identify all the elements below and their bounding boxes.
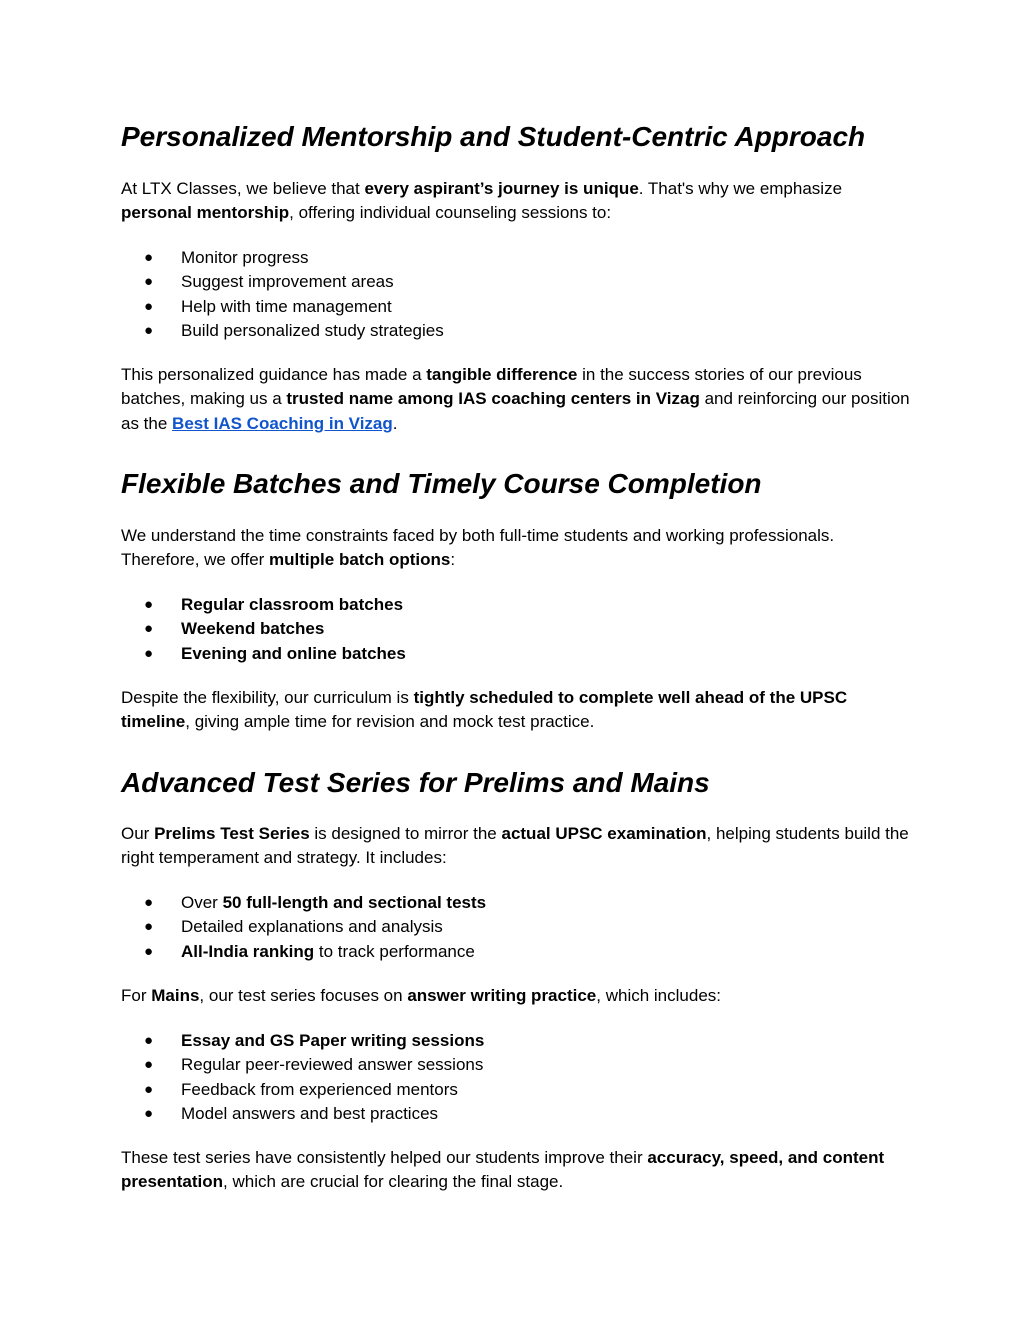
list-prelims-features <box>121 891 911 964</box>
list-item: ● Help with time management <box>121 295 911 319</box>
list-item: ● Monitor progress <box>121 246 911 270</box>
list-item: ● Weekend batches <box>121 617 911 641</box>
bullet-icon: ● <box>144 644 154 662</box>
bullet-icon: ● <box>144 1080 154 1098</box>
list-mentorship-goals <box>121 246 911 343</box>
section-heading-mentorship: Personalized Mentorship and Student-Centric Approach <box>121 121 866 152</box>
section-heading-flexible-batches: Flexible Batches and Timely Course Completion <box>121 468 762 499</box>
paragraph-mentorship-intro: At LTX Classes, we believe that every aspirant’s journey is unique. That's why we emphasize personal mentorship, offering individual counseling sessions to: <box>121 179 843 223</box>
bullet-icon: ● <box>144 1104 154 1122</box>
paragraph-batches-intro: We understand the time constraints faced by both full-time students and working professionals. Therefore, we offer multiple batch options: <box>121 526 835 570</box>
best-ias-coaching-link[interactable]: Best IAS Coaching in Vizag <box>172 413 393 433</box>
bullet-icon: ● <box>144 249 154 266</box>
bullet-icon: ● <box>144 1032 154 1049</box>
bullet-icon: ● <box>144 620 154 638</box>
bullet-icon: ● <box>144 321 154 339</box>
bullet-icon: ● <box>144 918 154 936</box>
paragraph-prelims-intro: Our Prelims Test Series is designed to mirror the actual UPSC examination, helping students build the right temperament and strategy. It includes: <box>121 824 909 868</box>
list-item: ● Suggest improvement areas <box>121 270 911 294</box>
list-item: ● Build personalized study strategies <box>121 319 911 343</box>
paragraph-mentorship-outro: This personalized guidance has made a tangible difference in the success stories of our previous batches, making us a trusted name among IAS coaching centers in Vizag and reinforcing our position as the Best IAS Coaching in Vizag. <box>121 365 910 433</box>
list-item: ● Over 50 full-length and sectional tests <box>121 891 911 915</box>
section-heading-test-series: Advanced Test Series for Prelims and Mains <box>121 767 710 798</box>
paragraph-batches-outro: Despite the flexibility, our curriculum is tightly scheduled to complete well ahead of the UPSC timeline, giving ample time for revision and mock test practice. <box>121 688 848 732</box>
paragraph-mains-intro: For Mains, our test series focuses on answer writing practice, which includes: <box>121 986 721 1005</box>
bullet-icon: ● <box>144 273 154 291</box>
list-item: ● Feedback from experienced mentors <box>121 1078 911 1102</box>
list-item: ● Model answers and best practices <box>121 1102 911 1126</box>
bullet-icon: ● <box>144 1056 154 1074</box>
bullet-icon: ● <box>144 942 154 960</box>
list-item: ● Regular peer-reviewed answer sessions <box>121 1053 911 1077</box>
list-batch-options <box>121 593 911 666</box>
bullet-icon: ● <box>144 297 154 315</box>
list-item: ● Detailed explanations and analysis <box>121 915 911 939</box>
bullet-icon: ● <box>144 894 154 911</box>
paragraph-test-series-outro: These test series have consistently helped our students improve their accuracy, speed, and content presentation, which are crucial for clearing the final stage. <box>121 1148 885 1192</box>
bullet-icon: ● <box>144 596 154 613</box>
list-item: ● All-India ranking to track performance <box>121 940 911 964</box>
list-item: ● Evening and online batches <box>121 642 911 666</box>
list-item: ● Regular classroom batches <box>121 593 911 617</box>
list-mains-features <box>121 1029 911 1126</box>
list-item: ● Essay and GS Paper writing sessions <box>121 1029 911 1053</box>
